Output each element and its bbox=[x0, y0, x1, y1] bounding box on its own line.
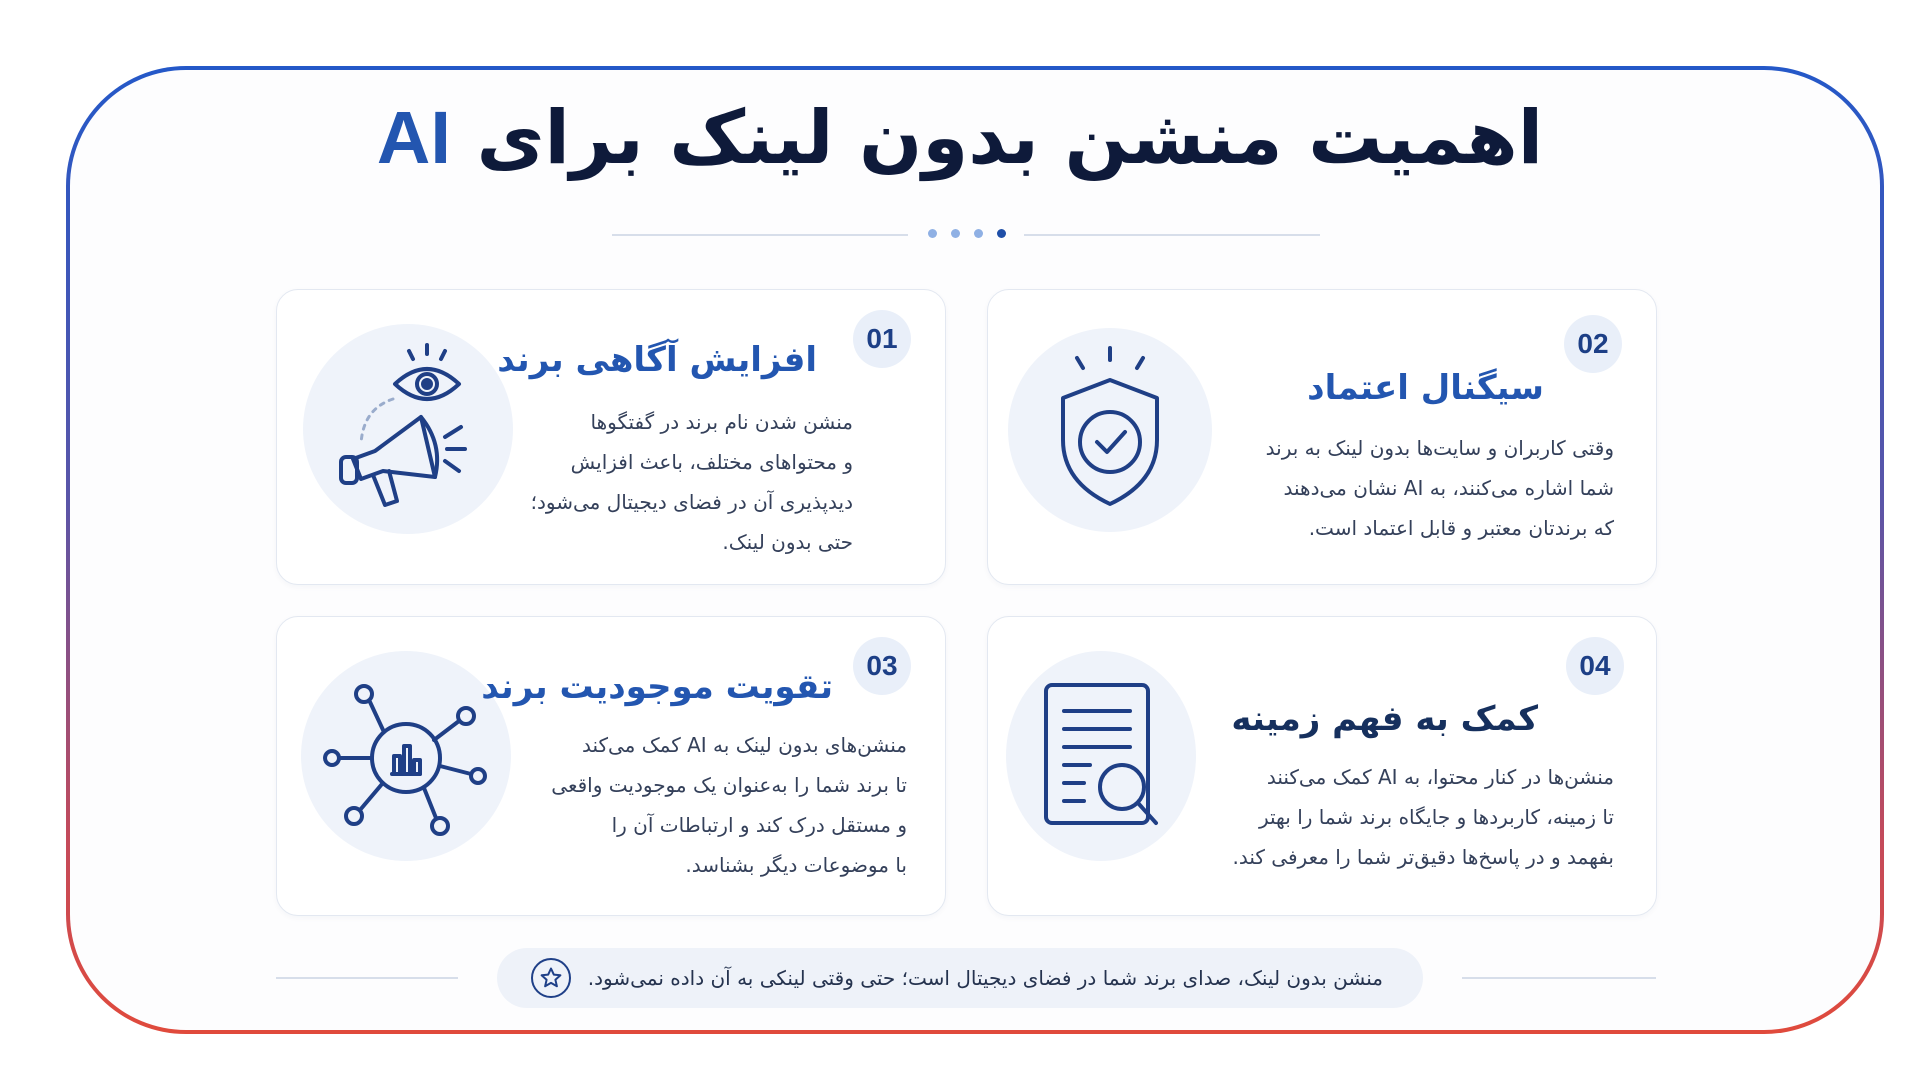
dot bbox=[951, 229, 960, 238]
card-text-line: منشن‌های بدون لینک به AI کمک می‌کند bbox=[581, 733, 907, 757]
title-divider-right bbox=[1024, 234, 1320, 236]
card-title: افزایش آگاهی برند bbox=[497, 340, 817, 380]
card-text bbox=[487, 725, 907, 885]
card-title: تقویت موجودیت برند bbox=[481, 667, 833, 707]
card-title: کمک به فهم زمینه bbox=[1231, 699, 1538, 739]
shield-check-icon bbox=[1008, 328, 1212, 532]
card-context-understanding bbox=[987, 616, 1657, 916]
card-text bbox=[1194, 428, 1614, 548]
card-text-line: با موضوعات دیگر بشناسد. bbox=[685, 853, 907, 877]
card-number: 04 bbox=[1566, 637, 1624, 695]
footer-line-right bbox=[1462, 977, 1656, 979]
card-title: سیگنال اعتماد bbox=[1307, 368, 1544, 408]
card-text-line: که برندتان معتبر و قابل اعتماد است. bbox=[1308, 516, 1614, 540]
card-text-line: شما اشاره می‌کنند، به AI نشان می‌دهند bbox=[1283, 476, 1614, 500]
footer-banner bbox=[497, 948, 1423, 1008]
card-number: 01 bbox=[853, 310, 911, 368]
document-search-icon bbox=[1006, 651, 1196, 861]
dot bbox=[997, 229, 1006, 238]
card-number: 02 bbox=[1564, 315, 1622, 373]
title-dots bbox=[928, 229, 1006, 238]
card-text-line: تا زمینه، کاربردها و جایگاه برند شما را بهتر bbox=[1258, 805, 1614, 829]
card-text-line: بفهمد و در پاسخ‌ها دقیق‌تر شما را معرفی کند. bbox=[1232, 845, 1614, 869]
card-text-line: و محتواهای مختلف، باعث افزایش bbox=[570, 450, 853, 474]
card-text bbox=[453, 402, 853, 562]
card-trust-signal bbox=[987, 289, 1657, 585]
footer-text: منشن بدون لینک، صدای برند شما در فضای دیجیتال است؛ حتی وقتی لینکی به آن داده نمی‌شود. bbox=[587, 966, 1383, 990]
card-text-line: منشن‌ها در کنار محتوا، به AI کمک می‌کنند bbox=[1266, 765, 1614, 789]
card-number: 03 bbox=[853, 637, 911, 695]
network-chart-icon bbox=[301, 651, 511, 861]
dot bbox=[974, 229, 983, 238]
card-brand-awareness bbox=[276, 289, 946, 585]
card-text-line: حتی بدون لینک. bbox=[722, 530, 853, 554]
page-title bbox=[0, 95, 1920, 181]
star-icon bbox=[531, 958, 571, 998]
dot bbox=[928, 229, 937, 238]
card-text-line: تا برند شما را به‌عنوان یک موجودیت واقعی bbox=[551, 773, 907, 797]
page-title-highlight: AI bbox=[376, 96, 451, 179]
title-divider-left bbox=[612, 234, 908, 236]
card-text-line: منشن شدن نام برند در گفتگوها bbox=[590, 410, 853, 434]
card-text bbox=[1174, 757, 1614, 877]
card-text-line: وقتی کاربران و سایت‌ها بدون لینک به برند bbox=[1265, 436, 1614, 460]
page-title-main: اهمیت منشن بدون لینک برای bbox=[476, 95, 1544, 181]
footer-line-left bbox=[276, 977, 458, 979]
card-entity-strengthening bbox=[276, 616, 946, 916]
card-text-line: و مستقل درک کند و ارتباطات آن را bbox=[611, 813, 907, 837]
card-text-line: دیدپذیری آن در فضای دیجیتال می‌شود؛ bbox=[530, 490, 853, 514]
